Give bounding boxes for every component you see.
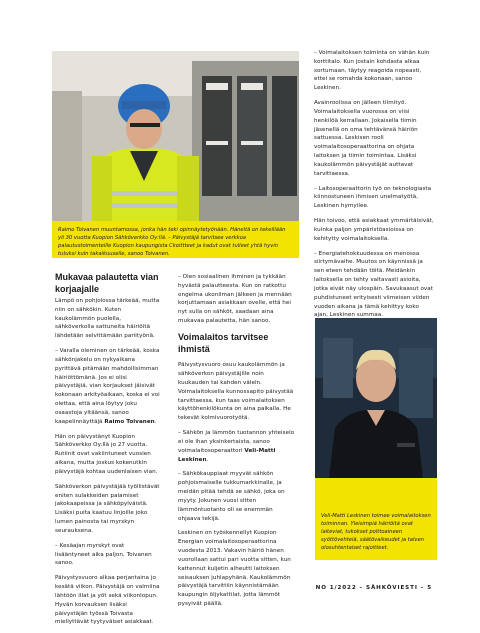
operator-portrait-image — [315, 318, 437, 478]
paragraph: Päivystysvuoro osuu kaukolämmön ja sähköverkon päivystäjille noin kuukauden tai kahden välein. Voimalaitoksella kunnossapito päivystää tarvittaessa, kun taas voimalaitoksen käyttöhenkilökunta on aina paikalla. He tekevät kolmivuorotyötä. — [178, 362, 294, 422]
paragraph: Leskinen on työskennellyt Kuopion Energian voimalaitosoperaattorina vuodesta 2013. Vakavin häiriö hänen vuorollaan sattui pari vuotta sitten, kun kattennut kuljetin aiheutti laitoksen seisauksen juhlapyhänä. Kaukolämmön päivystäjä tarvittiin käynnistämään kaupungin öljykattilat, jotta lämmöt pysyivät päällä. — [178, 530, 291, 608]
column-middle — [178, 273, 296, 615]
paragraph: Hän toivoo, että asiakkaat ymmärtäisivät, kuinka paljon ympäristöasioissa on kehitytty voimalaitoksella. — [314, 218, 434, 242]
paragraph: – Varalla oleminen on tärkeää, koska sähkönjakelu on nykyaikana pyrittävä pitämään mahdollisimman häiriöttömänä. Jos ei olisi päivystäjiä, vian korjaukset jäisivät kokonaan arkityöaikaan, koska ei voi olettaa, että aina löytyy joku osaastoja yltäänsä, sanoo kaapelinnäyttäjä Raimo Toivanen. — [55, 348, 160, 425]
worker-in-substation-image — [52, 51, 299, 221]
section-heading: Mukavaa palautetta vian korjaajalle — [55, 272, 159, 294]
person-name: Raimo Toivanen — [104, 418, 155, 425]
paragraph: Avainroolissa on jälleen tiimityö. Voimalaitoksella vuorossa on viisi henkilöä kerrallaan. Jokaisella tiimin jäsenellä on oma tehtävänsä häiriön sattuessa. Leskisen rooli voimalaitosoperaattorina on ohjata laitoksen ja tiimin toimintaa. Lisäksi kaukolämmön päivystäjät auttavat tarvittaessa. — [314, 100, 418, 177]
hero-photo-caption: Raimo Toivanen muuntamossa, jonka hän teki opinnäytetyönään. Häneltä on tekeillään yli 30 vuotta Kuopion Sähköverkko Oy:llä. – Päivystäjä tarvitsee verkkoa palautustoimenteille Kuopion kaupungista Ckoittteet ja kadut ovat tulleet yhtä hyvin tutuksi kuin takaikuuselle, sanoo Toivanen. — [52, 221, 299, 258]
page-footer: NO 1/2022 – SÄHKÖVIESTI – 5 — [315, 585, 432, 591]
paragraph: – Sähkökauppiaat myyvät sähkön pohjoismaiselle tukkumarkkinalle, ja meidän pitää tehdä se sähkö, joka on myyty. Jokunen vuosi sitten lämmöntuotanto oli se enemmän ohjaava tekijä. — [178, 471, 285, 522]
hero-photo — [52, 51, 299, 221]
paragraph: – Kesäajan myrskyt ovat lisääntyneet aika paljon, Toivanen sanoo. — [55, 542, 152, 567]
portrait-photo — [315, 318, 437, 478]
column-left — [55, 297, 161, 633]
paragraph: Päivystysvuoro alkaa perjantaina jo kesätä viikon. Päivystäjä on valmiina lähtöön illat ja yöt sekä viikonlopun. Hyvän korvauksen lisäksi päivystäjän työssä Toivasta miellyttävät tyytyväiset asiakkaat. — [55, 575, 160, 626]
paragraph: Hän on päivystänyt Kuopion Sähköverkko Oy:llä jo 27 vuotta. Rutiinit ovat vakiintuneet vuosien aikana, mutta joskus kokenutkin päivystäjä kohtaa uudenlaisen vian. — [55, 433, 158, 475]
paragraph: – Sähkön ja lämmön tuotannon yhteiselo ei ole ihan yksinkertaista, sanoo voimalaitosoperaattori Veli-Matti Leskinen. — [178, 430, 295, 463]
paragraph: – Olen sosiaalinen ihminen ja tykkään hyvästä palautteesta. Kun on ratkottu ongelma ukonilman jälkeen ja mennään korjuttamaan asiakkaan ovelle, että hei nyt sulla on sähköt, saadaan aina mukavaa palautetta, hän sanoo. — [178, 274, 292, 325]
person-name: Veli-Matti Leskinen — [178, 447, 276, 463]
paragraph: – Energiatehokkuudessa on menossa siirtymävaihe. Muutos on käynnissä ja sen eteen tehdään töitä. Meidänkin laitoksella on tehty valtavasti asioita, jotka eivät näy ulospäin. Savukaasut ovat puhdistuneet erityisesti viimeisen viiden vuoden aikana ja tämä kehittyy koko ajan, Leskinen summaa. — [314, 250, 434, 319]
paragraph: – Laitosoperaattorin työ on teknologiasta kiinnostuneen ihmisen unelmatyötä, Leskinen hymyilee. — [314, 185, 432, 210]
portrait-caption: Veli-Matti Leskinen toimee voimalaitoksen toiminnan. Yleisimpiä häiriöitä ovat laiteviat, tukokset polttoaineen syöttövehteiä, säätövaikeudet ja talven olosuhtentaiset rajoitteet. — [315, 478, 437, 560]
column-right — [314, 49, 434, 326]
paragraph: Sähköverkon päivystäjää työllistävät eniten sulakkeiden palamiset jakokaapeissa ja sähköpylväistä. Lisäksi puita kaatuu linjoille joko lumen painosta tai myrskyn seurauksena. — [55, 483, 160, 534]
paragraph: – Voimalaitoksen toiminta on vähän kuin korttitalo. Kun jostain kohdasta alkaa sortumaan, täytyy reagoida nopeasti, ettei se romahda kokonaan, sanoo Leskinen. — [314, 50, 430, 92]
section-heading: Voimalaitos tarvitsee ihmistä — [178, 331, 269, 354]
paragraph: Lämpö on pohjolossa tärkeää, mutta niin on sähkökin. Kuten kaukolämmön puolella, sähköverkolla sattuneita häiriöitä lähdetään selvittämään pariityönä. — [55, 298, 160, 340]
